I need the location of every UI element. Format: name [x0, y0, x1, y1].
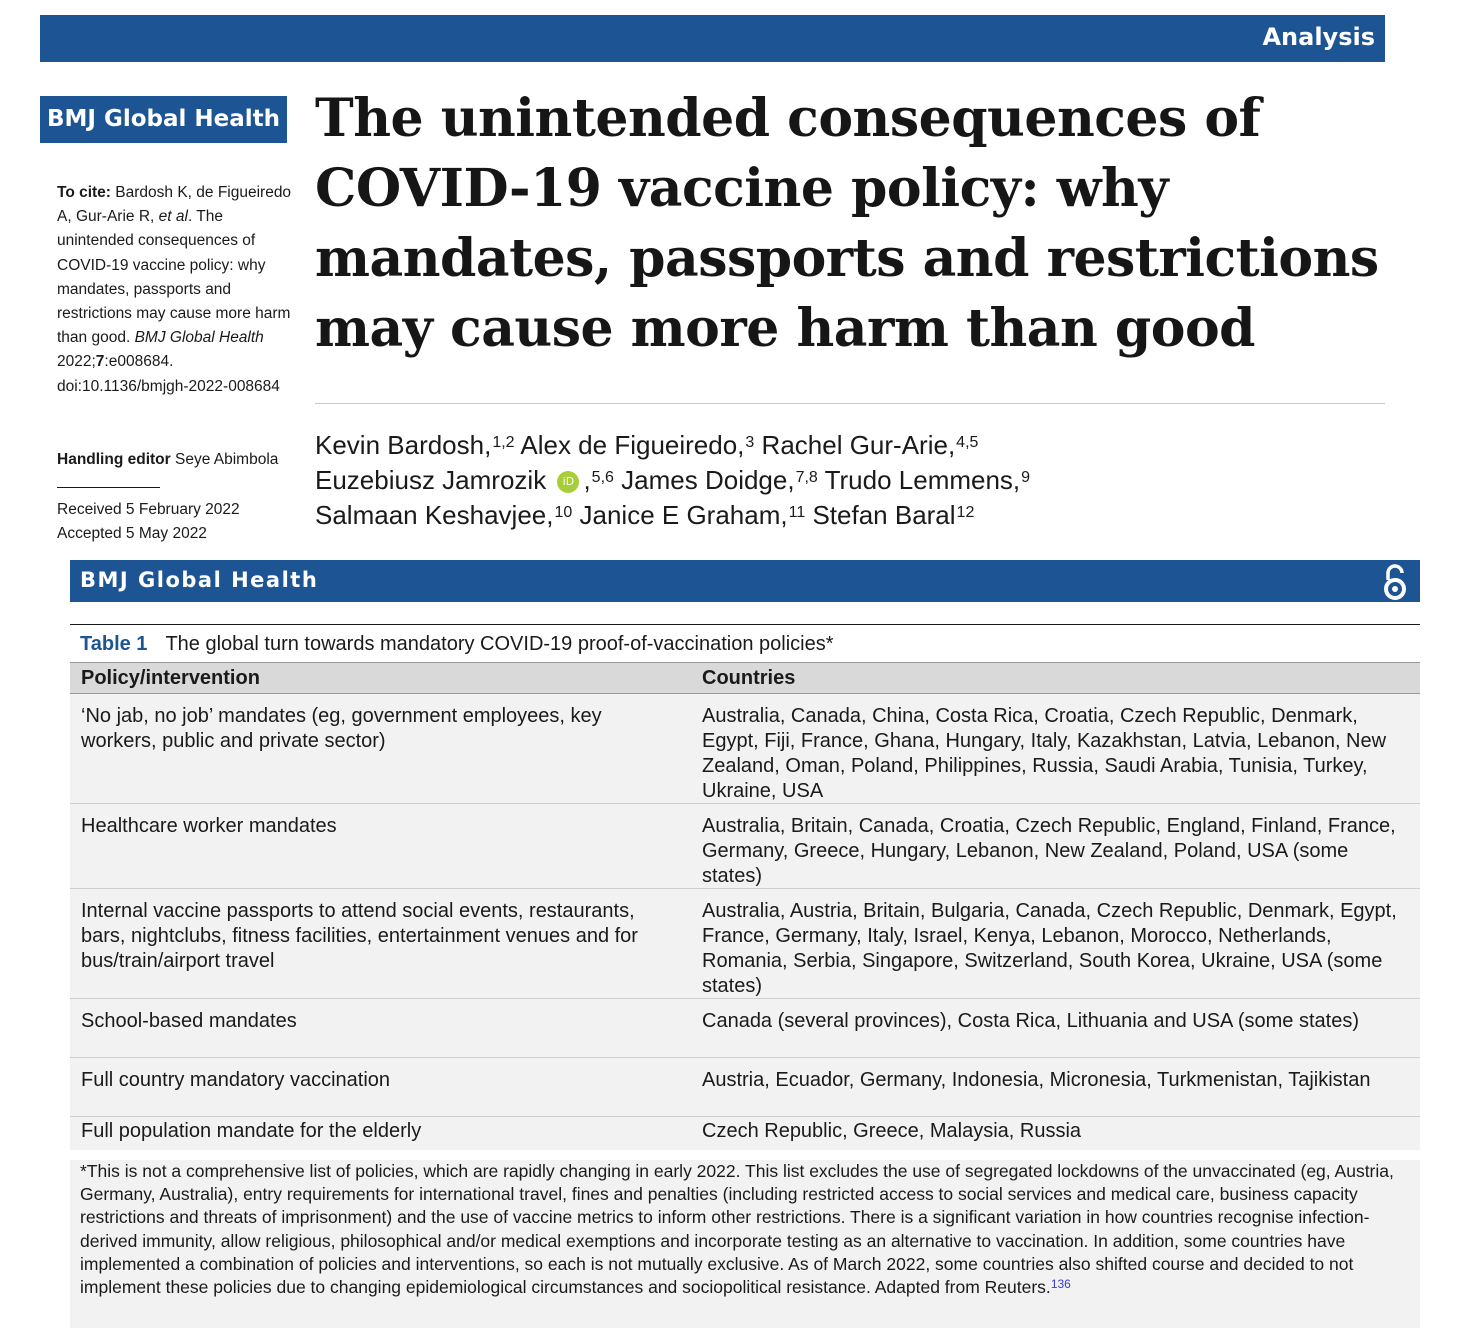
policy-cell: Full country mandatory vaccination [81, 1069, 391, 1091]
cite-year: 2022; [57, 353, 96, 371]
open-access-icon [1380, 563, 1410, 601]
cite-authors: Bardosh K, de Figueiredo A, Gur-Arie R, [57, 184, 292, 226]
author: Rachel Gur-Arie,$^{4,5}$ [761, 430, 979, 460]
table-row [70, 889, 1420, 999]
author: Salmaan Keshavjee,$^{10}$ [315, 500, 573, 530]
table-number: Table 1 [80, 633, 148, 655]
table-row [70, 1117, 1420, 1150]
journal-name: BMJ Global Health [80, 568, 319, 592]
footnote-reference[interactable]: 136 [1050, 1277, 1071, 1292]
table-footnote [70, 1160, 1420, 1328]
policy-cell: Internal vaccine passports to attend social events, restaurants, bars, nightclubs, fitness facilities, entertainment venues and for bus/train/airport travel [81, 900, 638, 972]
table-row [70, 804, 1420, 889]
accepted-date: Accepted 5 May 2022 [57, 525, 207, 542]
author: Euzebiusz Jamrozik iD ,$^{5,6}$ [315, 465, 614, 495]
column-header-policy: Policy/intervention [81, 667, 260, 689]
table-row [70, 694, 1420, 804]
citation-block [57, 181, 292, 399]
section-label: Analysis [1262, 23, 1375, 51]
policy-cell: Full population mandate for the elderly [81, 1120, 422, 1142]
handling-name: Seye Abimbola [174, 451, 279, 468]
policy-cell: Healthcare worker mandates [81, 815, 337, 837]
author: Stefan Baral$^{12}$ [812, 500, 975, 530]
countries-cell: Czech Republic, Greece, Malaysia, Russia [702, 1120, 1082, 1142]
column-header-countries: Countries [702, 667, 796, 689]
cite-volume: 7 [95, 353, 105, 371]
table-row [70, 1058, 1420, 1117]
cite-etal: et al [158, 208, 188, 226]
author-list [315, 428, 1385, 533]
table-caption [70, 624, 1420, 662]
article-title: The unintended consequences of COVID-19 vaccine policy: why mandates, passports and restrictions may cause more harm than good [315, 88, 1379, 359]
table-caption-text: The global turn towards mandatory COVID-19 proof-of-vaccination policies* [165, 633, 834, 655]
cite-journal: BMJ Global Health [134, 329, 264, 347]
author: James Doidge,$^{7,8}$ [621, 465, 818, 495]
header-bar [40, 15, 1385, 62]
title-divider [315, 403, 1385, 404]
received-date: Received 5 February 2022 [57, 501, 240, 518]
handling-label: Handling editor [57, 451, 171, 468]
divider [57, 487, 160, 488]
countries-cell: Australia, Austria, Britain, Bulgaria, Canada, Czech Republic, Denmark, Egypt, France, Germany, Italy, Israel, Kenya, Lebanon, Morocco, Netherlands, Romania, Serbia, Singapore, Switzerland, South Korea, Ukraine, USA (some states) [702, 900, 1397, 997]
table-row [70, 999, 1420, 1058]
table-header [70, 662, 1420, 694]
policy-cell: ‘No jab, no job’ mandates (eg, government employees, key workers, public and private sector) [81, 705, 602, 752]
orcid-icon[interactable]: iD [557, 471, 579, 493]
countries-cell: Austria, Ecuador, Germany, Indonesia, Micronesia, Turkmenistan, Tajikistan [702, 1069, 1371, 1091]
cite-label: To cite: [57, 184, 111, 201]
handling-editor [57, 451, 278, 469]
author: Janice E Graham,$^{11}$ [579, 500, 806, 530]
cite-text: . The unintended consequences of COVID-19 vaccine policy: why mandates, passports and restrictions may cause more harm than good. [57, 208, 291, 347]
dates-block [57, 498, 240, 546]
author: Kevin Bardosh,$^{1,2}$ [315, 430, 515, 460]
journal-band [70, 560, 1420, 602]
table-body [70, 694, 1420, 1150]
cite-rest: :e008684. doi:10.1136/bmjgh-2022-008684 [57, 353, 280, 395]
author: Trudo Lemmens,$^9$ [824, 465, 1031, 495]
countries-cell: Australia, Canada, China, Costa Rica, Croatia, Czech Republic, Denmark, Egypt, Fiji, France, Ghana, Hungary, Italy, Kazakhstan, Latvia, Lebanon, New Zealand, Oman, Poland, Philippines, Russia, Saudi Arabia, Tunisia, Turkey, Ukraine, USA [702, 705, 1387, 802]
author: Alex de Figueiredo,$^3$ [520, 430, 755, 460]
countries-cell: Australia, Britain, Canada, Croatia, Czech Republic, England, Finland, France, Germany, Greece, Hungary, Lebanon, New Zealand, Poland, USA (some states) [702, 815, 1396, 887]
footnote-text: *This is not a comprehensive list of policies, which are rapidly changing in early 2022. This list excludes the use of segregated lockdowns of the unvaccinated (eg, Austria, Germany, Australia), entry requirements for international travel, fines and penalties (including restricted access to social services and medical care, business capacity restrictions and threats of imprisonment) and the use of vaccine metrics to inform other restrictions. There is a significant variation in how countries recognise infection-derived immunity, allow religious, philosophical and/or medical exemptions and incorporate testing as an alternative to vaccination. In addition, some countries have implemented a combination of policies and interventions, so each is not mutually exclusive. As of March 2022, some countries also shifted course and decided to not implement these policies due to changing epidemiological circumstances and sociopolitical resistance. Adapted from Reuters. [80, 1161, 1394, 1298]
journal-badge: BMJ Global Health [40, 96, 287, 143]
countries-cell: Canada (several provinces), Costa Rica, Lithuania and USA (some states) [702, 1010, 1359, 1032]
policy-cell: School-based mandates [81, 1010, 297, 1032]
